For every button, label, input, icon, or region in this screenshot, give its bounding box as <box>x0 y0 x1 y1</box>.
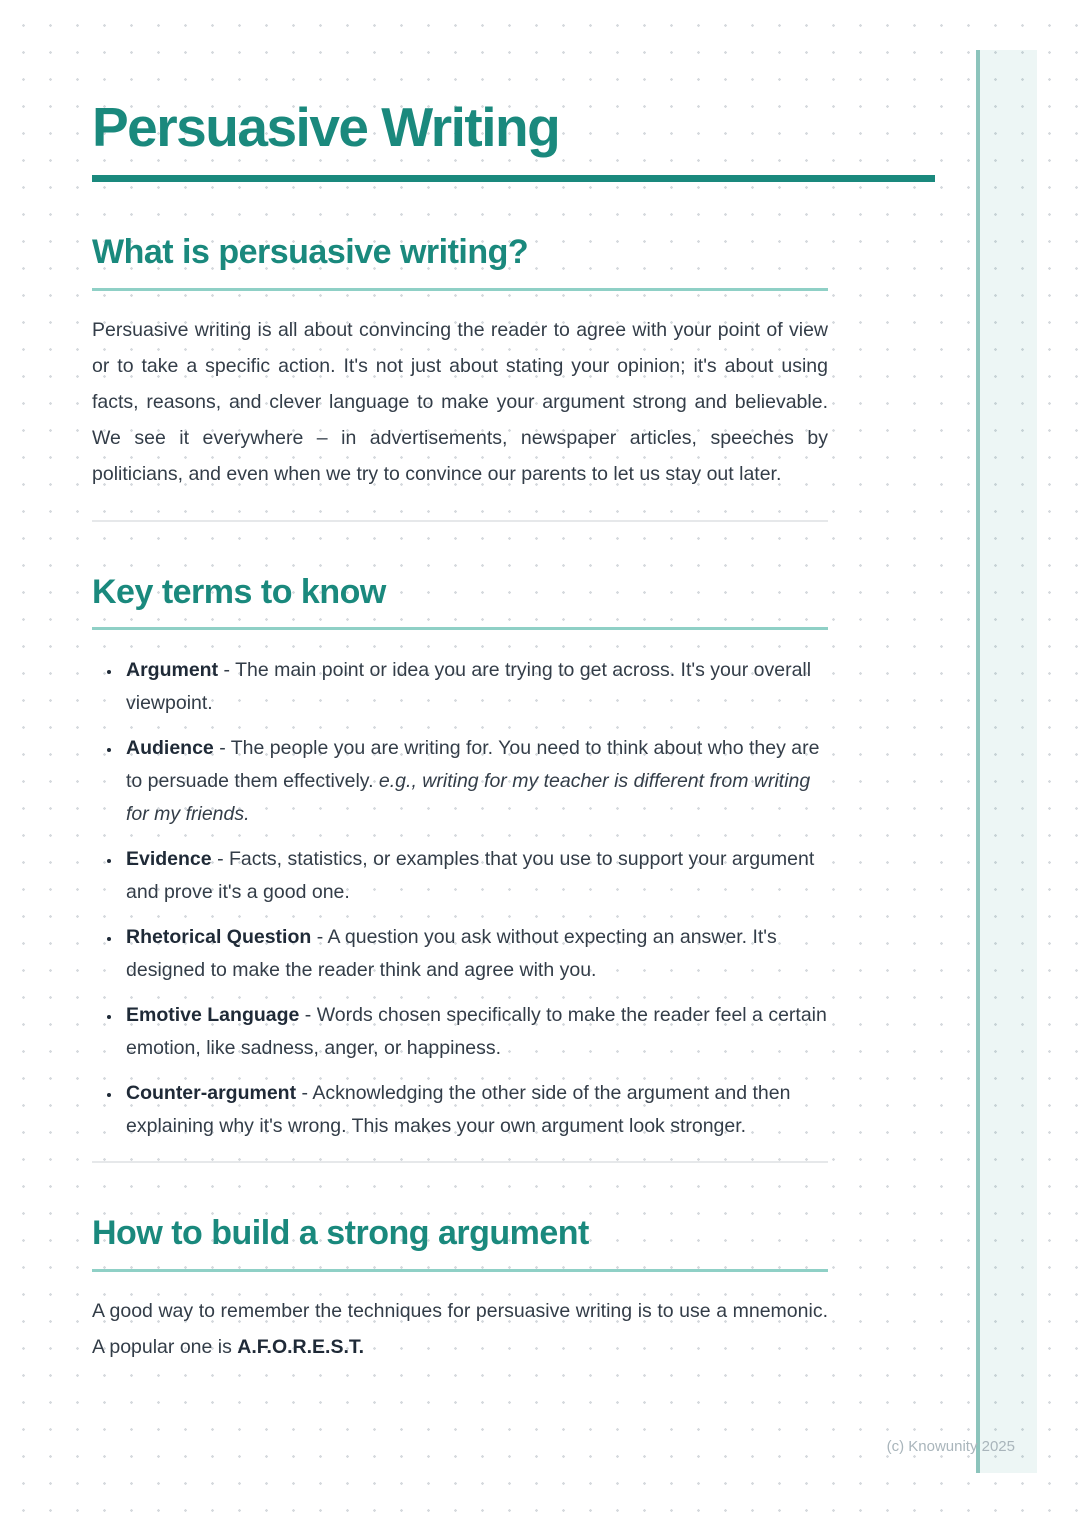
term-name: Counter-argument <box>126 1082 297 1105</box>
term-item <box>122 843 828 909</box>
term-definition: - Words chosen specifically to make the reader feel a certain emotion, like sadness, anger, or happiness. <box>126 1004 827 1060</box>
term-name: Audience <box>126 737 214 760</box>
side-accent-stripe <box>976 50 1037 1473</box>
section-heading-intro: What is persuasive writing? <box>92 233 529 272</box>
heading-underline <box>92 627 828 630</box>
term-name: Argument <box>126 659 219 682</box>
term-definition: - Facts, statistics, or examples that you use to support your argument and prove it's a good one. <box>126 848 815 904</box>
section-heading-key-terms: Key terms to know <box>92 572 386 611</box>
term-item <box>122 999 828 1065</box>
term-example: e.g., writing for my teacher is different from writing for my friends. <box>126 770 811 826</box>
term-name: Emotive Language <box>126 1004 300 1027</box>
term-definition: - The people you are writing for. You need to think about who they are to persuade them effectively. <box>126 737 820 793</box>
term-item <box>122 732 828 831</box>
section-divider <box>92 520 828 522</box>
argument-paragraph-text: A good way to remember the techniques for persuasive writing is to use a mnemonic. A popular one is <box>92 1299 828 1358</box>
term-name: Rhetorical Question <box>126 926 312 949</box>
section-divider <box>92 1161 828 1163</box>
watermark: (c) Knowunity 2025 <box>886 1438 1015 1455</box>
page-title: Persuasive Writing <box>92 96 560 158</box>
title-rule <box>92 175 935 182</box>
term-definition: - A question you ask without expecting an answer. It's designed to make the reader think and agree with you. <box>126 926 777 982</box>
term-definition: - The main point or idea you are trying to get across. It's your overall viewpoint. <box>126 659 812 715</box>
term-item <box>122 654 828 720</box>
intro-paragraph: Persuasive writing is all about convincing the reader to agree with your point of view or to take a specific action. It's not just about stating your opinion; it's about using facts, reasons, and clever language to make your argument strong and believable. We see it everywhere – in advertisements, newspaper articles, speeches by politicians, and even when we try to convince our parents to let us stay out later. <box>92 318 828 485</box>
term-item <box>122 921 828 987</box>
mnemonic-text: A.F.O.R.E.S.T. <box>237 1335 365 1358</box>
term-item <box>122 1077 828 1143</box>
key-terms-list <box>92 654 828 1143</box>
heading-underline <box>92 288 828 291</box>
term-name: Evidence <box>126 848 212 871</box>
section-heading-argument: How to build a strong argument <box>92 1214 589 1253</box>
page-content <box>92 0 828 1365</box>
argument-paragraph <box>92 1293 828 1365</box>
term-definition: - Acknowledging the other side of the argument and then explaining why it's wrong. This makes your own argument look stronger. <box>126 1082 791 1138</box>
heading-underline <box>92 1269 828 1272</box>
